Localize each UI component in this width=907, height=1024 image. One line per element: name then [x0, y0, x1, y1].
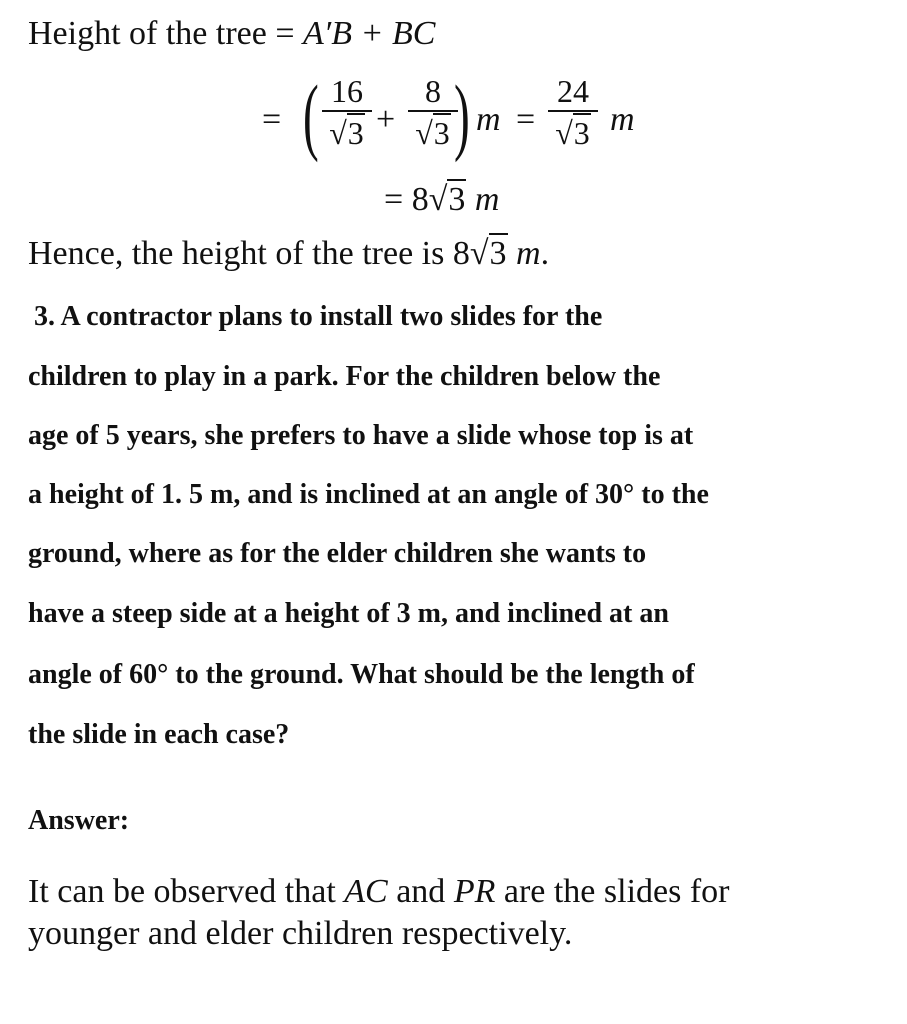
- frac1-bar: [322, 110, 372, 112]
- frac2-bar: [408, 110, 458, 112]
- result-coef: 8: [411, 181, 429, 218]
- fraction-8-sqrt3: [408, 74, 458, 150]
- answer-line-1: [28, 872, 730, 912]
- unit-m-2: m: [610, 101, 635, 138]
- equals-sign-2: =: [516, 101, 536, 138]
- question-line-6: have a steep side at a height of 3 m, and inclined at an: [28, 598, 669, 629]
- question-line-8: the slide in each case?: [28, 719, 290, 750]
- hence-unit: m: [516, 235, 541, 272]
- question-line-4: a height of 1. 5 m, and is inclined at an angle of 30° to the: [28, 479, 709, 510]
- frac3-numerator: 24: [557, 73, 589, 109]
- frac3-denominator: √3: [555, 115, 590, 151]
- hence-text: Hence, the height of the tree is: [28, 235, 453, 272]
- result-unit: m: [474, 181, 500, 218]
- hence-radicand: 3: [489, 235, 507, 272]
- frac2-radicand: 3: [433, 115, 450, 151]
- answer-label: Answer:: [28, 805, 130, 836]
- equals-sign-1: =: [262, 101, 282, 138]
- frac3-bar: [548, 110, 598, 112]
- frac1-numerator: 16: [331, 73, 363, 109]
- answer-line-2: younger and elder children respectively.: [28, 915, 573, 952]
- frac3-radicand: 3: [573, 115, 590, 151]
- result-line: = 8√3 m: [384, 181, 500, 218]
- frac1-denominator: √3: [329, 115, 364, 151]
- hence-coef: 8: [452, 235, 470, 272]
- question-line-7: angle of 60° to the ground. What should be the length of: [28, 659, 695, 690]
- equals-sign-3: =: [384, 181, 404, 218]
- frac2-denominator: √3: [415, 115, 450, 151]
- height-text: Height of the tree =: [28, 15, 304, 52]
- hence-line: Hence, the height of the tree is 8√3 m.: [28, 235, 550, 272]
- unit-m-1: m: [476, 101, 501, 138]
- right-paren: ): [454, 67, 470, 163]
- answer-text-c: are the slides for: [495, 873, 730, 910]
- height-expr: A′B + BC: [303, 15, 436, 52]
- hence-period: .: [540, 235, 550, 272]
- question-line-2: children to play in a park. For the children below the: [28, 361, 661, 392]
- answer-text-b: and: [387, 873, 454, 910]
- height-expression-line: [28, 14, 435, 54]
- fraction-16-sqrt3: [322, 74, 372, 150]
- answer-text-a: It can be observed that: [28, 873, 345, 910]
- plus-sign: +: [376, 101, 396, 138]
- fraction-24-sqrt3: [548, 74, 598, 150]
- left-paren: (: [303, 67, 319, 163]
- answer-ac: AC: [344, 873, 388, 910]
- question-line-1: 3. A contractor plans to install two slides for the: [34, 301, 603, 332]
- frac1-radicand: 3: [347, 115, 364, 151]
- question-line-5: ground, where as for the elder children she wants to: [28, 538, 647, 569]
- question-line-3: age of 5 years, she prefers to have a slide whose top is at: [28, 420, 694, 451]
- frac2-numerator: 8: [425, 73, 441, 109]
- answer-pr: PR: [453, 873, 496, 910]
- result-radicand: 3: [448, 181, 466, 218]
